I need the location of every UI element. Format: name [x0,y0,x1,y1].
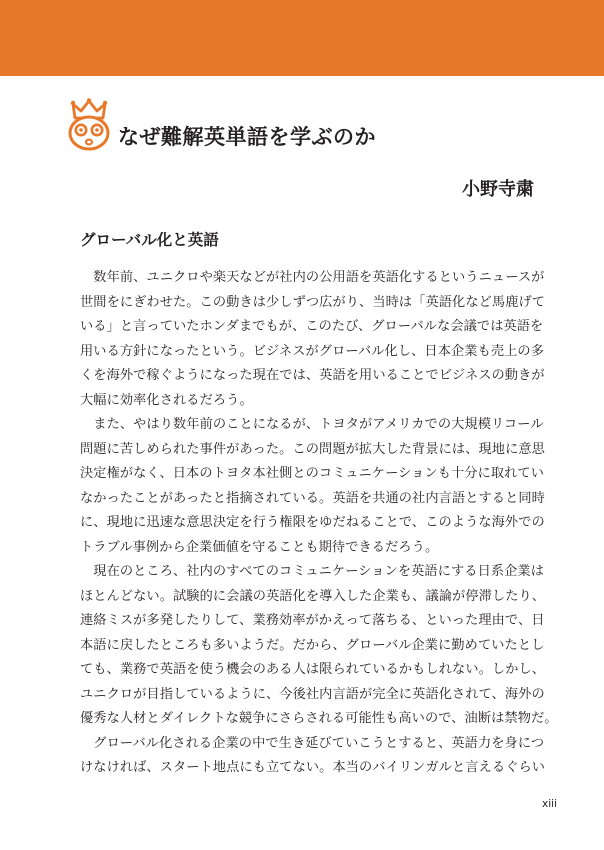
body-line: いる」と言っていたホンダまでもが、このたび、グローバルな会議では英語を [80,319,544,334]
page-number: xiii [542,798,557,810]
body-line: 世間をにぎわせた。この動きは少しずつ広がり、当時は「英語化など馬鹿げて [80,294,546,310]
body-line: 問題に苦しめられた事件があった。この問題が拡大した背景には、現地に意思 [80,441,545,457]
body-line: ほとんどない。試験的に会議の英語化を導入した企業も、議論が停滞したり、 [80,588,546,604]
body-line: ても、業務で英語を使う機会のある人は限られているかもしれない。しかし、 [80,662,546,677]
body-line: に、現地に迅速な意思決定を行う権限をゆだねることで、このような海外での [80,515,545,530]
body-line: 用いる方針になったという。ビジネスがグローバル化し、日本企業も売上の多 [80,343,545,359]
body-line: 本語に戻したところも多いようだ。だから、グローバル企業に勤めていたとし [80,637,545,653]
body-line: 大幅に効率化されるだろう。 [80,392,253,408]
author-name: 小野寺粛 [462,179,534,200]
crowned-face-mascot-icon [66,98,112,154]
body-line: トラブル事例から企業価値を守ることも期待できるだろう。 [80,539,439,555]
body-line: また、やはり数年前のことになるが、トヨタがアメリカでの大規模リコール [80,417,544,432]
body-line: 優秀な人材とダイレクトな競争にさらされる可能性も高いので、油断は禁物だ。 [80,711,558,726]
section-heading: グローバル化と英語 [80,231,219,249]
body-line: くを海外で稼ぐようになった現在では、英語を用いることでビジネスの動きが [80,368,545,383]
body-line: なかったことがあったと指摘されている。英語を共通の社内言語とすると同時 [80,490,545,506]
header-band [0,0,604,76]
body-line: 決定権がなく、日本のトヨタ本社側とのコミュニケーションも十分に取れてい [80,466,545,481]
body-line: けなければ、スタート地点にも立てない。本当のバイリンガルと言えるぐらい [80,760,546,775]
body-text [80,266,558,781]
body-line: ユニクロが目指しているように、今後社内言語が完全に英語化されて、海外の [80,686,545,702]
chapter-title: なぜ難解英単語を学ぶのか [118,125,376,149]
body-line: 数年前、ユニクロや楽天などが社内の公用語を英語化するというニュースが [80,270,545,285]
body-line: 連絡ミスが多発したりして、業務効率がかえって落ちる、といった理由で、日 [80,613,545,628]
body-line: 現在のところ、社内のすべてのコミュニケーションを英語にする日系企業は [80,564,545,579]
body-line: グローバル化される企業の中で生き延びていこうとすると、英語力を身につ [80,735,545,751]
